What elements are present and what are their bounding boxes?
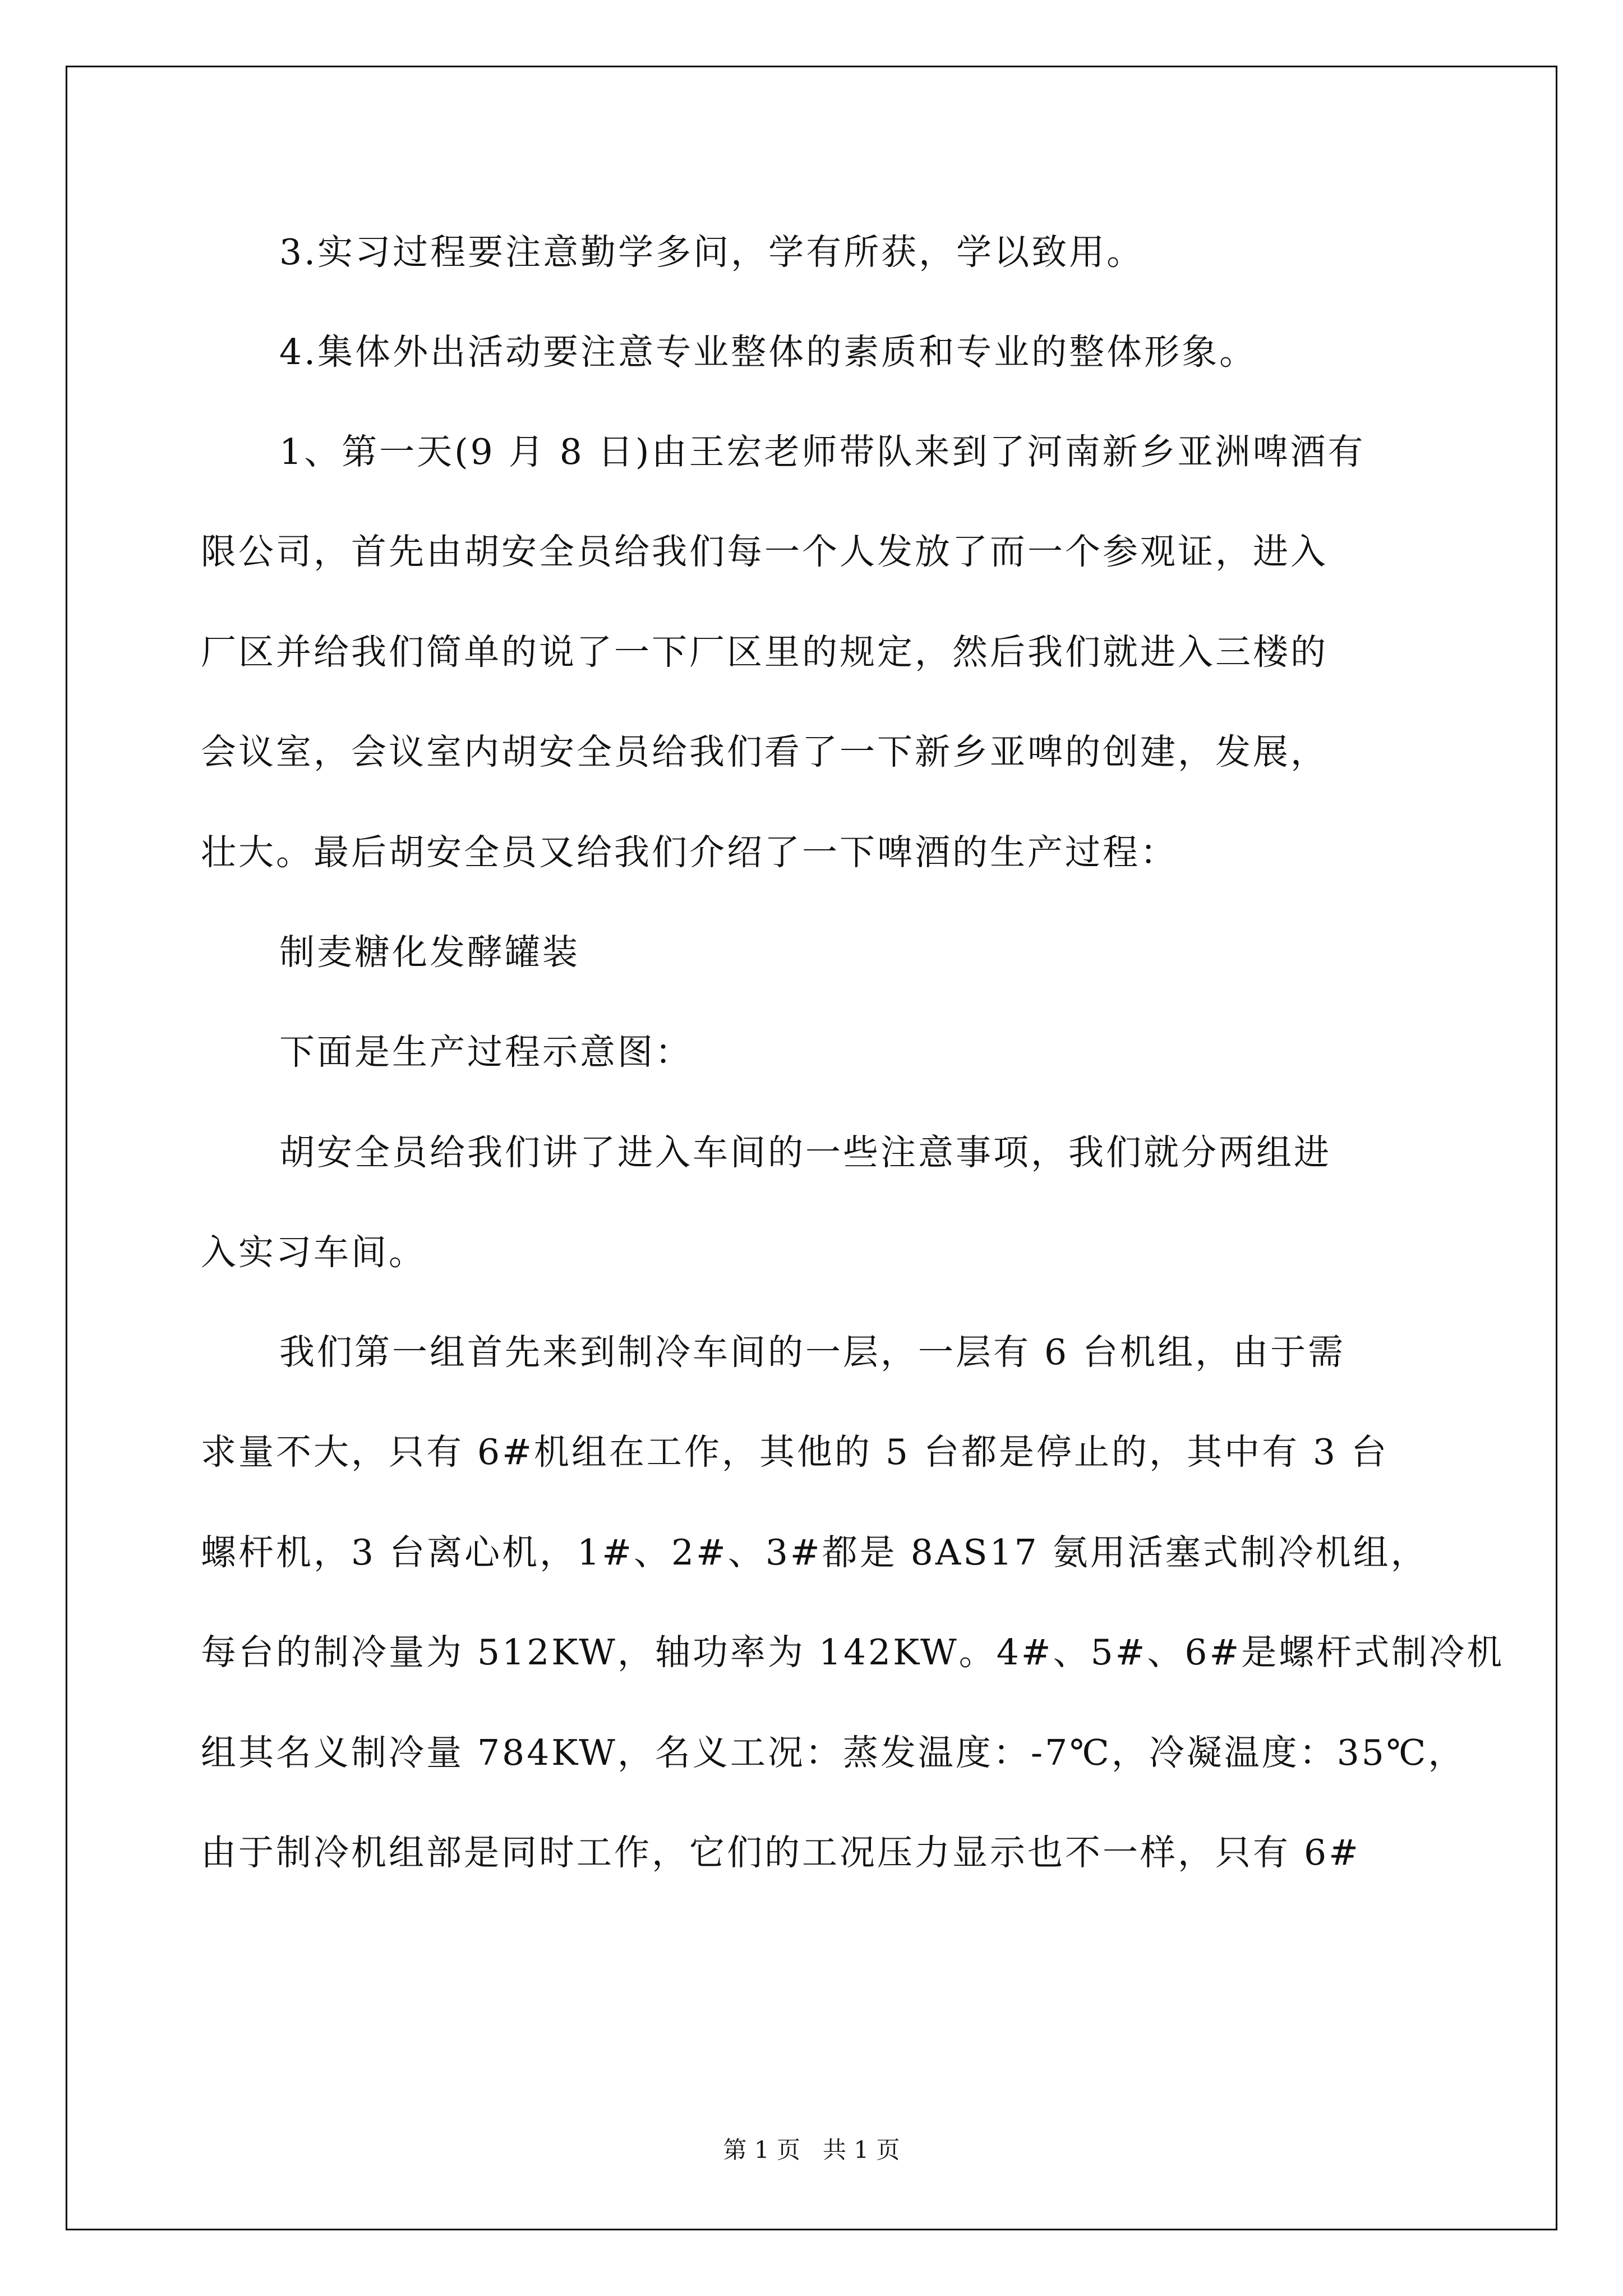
text-line-10: 胡安全员给我们讲了进入车间的一些注意事项，我们就分两组进: [279, 1132, 1331, 1173]
text-line-8: 制麦糖化发酵罐装: [279, 932, 580, 973]
text-line-11: 入实习车间。: [201, 1232, 426, 1273]
text-line-13: 求量不大，只有 6#机组在工作，其他的 5 台都是停止的，其中有 3 台: [201, 1432, 1389, 1473]
text-line-12: 我们第一组首先来到制冷车间的一层，一层有 6 台机组，由于需: [279, 1332, 1346, 1373]
text-line-7: 壮大。最后胡安全员又给我们介绍了一下啤酒的生产过程：: [201, 832, 1178, 873]
text-line-17: 由于制冷机组部是同时工作，它们的工况压力显示也不一样，只有 6#: [201, 1832, 1361, 1873]
text-line-5: 厂区并给我们简单的说了一下厂区里的规定，然后我们就进入三楼的: [201, 632, 1328, 673]
text-line-15: 每台的制冷量为 512KW，轴功率为 142KW。4#、5#、6#是螺杆式制冷机: [201, 1632, 1505, 1673]
text-line-2: 4.集体外出活动要注意专业整体的素质和专业的整体形象。: [279, 332, 1257, 372]
text-line-9: 下面是生产过程示意图：: [279, 1032, 693, 1073]
text-line-1: 3.实习过程要注意勤学多问，学有所获，学以致用。: [279, 232, 1145, 273]
text-line-16: 组其名义制冷量 784KW，名义工况：蒸发温度：-7℃，冷凝温度：35℃，: [201, 1732, 1466, 1773]
text-line-6: 会议室，会议室内胡安全员给我们看了一下新乡亚啤的创建，发展，: [201, 731, 1328, 772]
page-footer: 第 1 页 共 1 页: [723, 2136, 900, 2164]
text-line-14: 螺杆机，3 台离心机，1#、2#、3#都是 8AS17 氨用活塞式制冷机组，: [201, 1532, 1428, 1573]
text-line-4: 限公司，首先由胡安全员给我们每一个人发放了而一个参观证，进入: [201, 531, 1328, 572]
text-line-3: 1、第一天(9 月 8 日)由王宏老师带队来到了河南新乡亚洲啤酒有: [279, 431, 1366, 472]
